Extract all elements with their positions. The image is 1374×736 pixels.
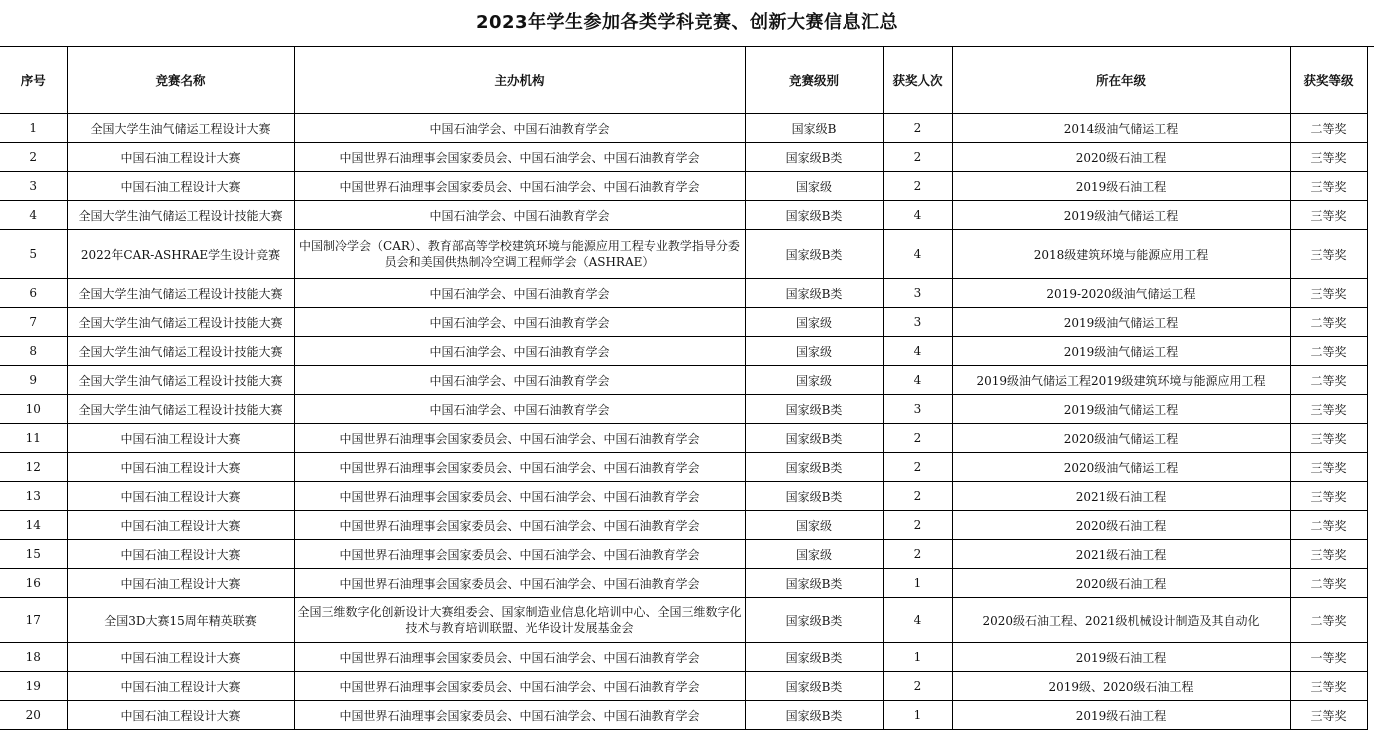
table-row: [0, 337, 1367, 366]
header-cell[interactable]: 竞赛级别: [745, 47, 883, 114]
table-row: [0, 424, 1367, 453]
table-cell[interactable]: 二等奖: [1290, 308, 1367, 337]
table-row: [0, 540, 1367, 569]
table-cell[interactable]: 国家级B类: [745, 424, 883, 453]
page-title: 2023年学生参加各类学科竞赛、创新大赛信息汇总: [0, 0, 1374, 47]
table-row: [0, 395, 1367, 424]
table-cell[interactable]: 中国世界石油理事会国家委员会、中国石油学会、中国石油教育学会: [294, 643, 745, 672]
table-cell[interactable]: 2019级石油工程: [952, 701, 1290, 730]
table-cell[interactable]: 中国世界石油理事会国家委员会、中国石油学会、中国石油教育学会: [294, 540, 745, 569]
table-row: [0, 308, 1367, 337]
table-cell[interactable]: 国家级B类: [745, 482, 883, 511]
table-cell[interactable]: 17: [0, 598, 67, 643]
table-cell[interactable]: 中国石油工程设计大赛: [67, 482, 294, 511]
table-cell[interactable]: 国家级B类: [745, 701, 883, 730]
table-row: [0, 143, 1367, 172]
table-row: [0, 114, 1367, 143]
table-cell[interactable]: 国家级B类: [745, 230, 883, 279]
table-cell[interactable]: 中国世界石油理事会国家委员会、中国石油学会、中国石油教育学会: [294, 172, 745, 201]
table-cell[interactable]: 三等奖: [1290, 172, 1367, 201]
table-row: [0, 643, 1367, 672]
table-cell[interactable]: 全国大学生油气储运工程设计技能大赛: [67, 308, 294, 337]
table-cell[interactable]: 中国石油学会、中国石油教育学会: [294, 279, 745, 308]
table-cell[interactable]: 2: [883, 424, 952, 453]
table-cell[interactable]: 国家级B类: [745, 643, 883, 672]
table-cell[interactable]: 三等奖: [1290, 453, 1367, 482]
table-cell[interactable]: 4: [883, 337, 952, 366]
table-cell[interactable]: 中国世界石油理事会国家委员会、中国石油学会、中国石油教育学会: [294, 701, 745, 730]
table-cell[interactable]: 2020级石油工程: [952, 143, 1290, 172]
table-cell[interactable]: 国家级B: [745, 114, 883, 143]
table-cell[interactable]: 12: [0, 453, 67, 482]
table-cell[interactable]: 7: [0, 308, 67, 337]
table-cell[interactable]: 中国石油工程设计大赛: [67, 172, 294, 201]
table-cell[interactable]: 5: [0, 230, 67, 279]
table-cell[interactable]: 国家级: [745, 337, 883, 366]
table-cell[interactable]: 3: [883, 308, 952, 337]
table-cell[interactable]: 15: [0, 540, 67, 569]
table-cell[interactable]: 中国石油工程设计大赛: [67, 143, 294, 172]
table-cell[interactable]: 中国石油学会、中国石油教育学会: [294, 395, 745, 424]
table-cell[interactable]: 二等奖: [1290, 598, 1367, 643]
table-cell[interactable]: 2020级石油工程: [952, 569, 1290, 598]
table-cell[interactable]: 2: [883, 482, 952, 511]
table-cell[interactable]: 中国世界石油理事会国家委员会、中国石油学会、中国石油教育学会: [294, 143, 745, 172]
table-cell[interactable]: 1: [883, 569, 952, 598]
table-cell[interactable]: 全国大学生油气储运工程设计技能大赛: [67, 337, 294, 366]
table-row: [0, 672, 1367, 701]
table-cell[interactable]: 全国大学生油气储运工程设计技能大赛: [67, 279, 294, 308]
table-cell[interactable]: 2019级油气储运工程: [952, 395, 1290, 424]
table-row: [0, 230, 1367, 279]
table-cell[interactable]: 2: [883, 540, 952, 569]
table-cell[interactable]: 中国世界石油理事会国家委员会、中国石油学会、中国石油教育学会: [294, 482, 745, 511]
table-cell[interactable]: 二等奖: [1290, 337, 1367, 366]
table-cell[interactable]: 2: [883, 453, 952, 482]
table-cell[interactable]: 中国石油工程设计大赛: [67, 511, 294, 540]
table-row: [0, 701, 1367, 730]
table-cell[interactable]: 16: [0, 569, 67, 598]
table-cell[interactable]: 2020级石油工程、2021级机械设计制造及其自动化: [952, 598, 1290, 643]
table-cell[interactable]: 1: [0, 114, 67, 143]
table-cell[interactable]: 中国制冷学会（CAR）、教育部高等学校建筑环境与能源应用工程专业教学指导分委员会和美国供热制冷空调工程师学会（ASHRAE）: [294, 230, 745, 279]
table-cell[interactable]: 三等奖: [1290, 395, 1367, 424]
table-cell[interactable]: 国家级B类: [745, 569, 883, 598]
table-cell[interactable]: 4: [0, 201, 67, 230]
table-cell[interactable]: 4: [883, 201, 952, 230]
table-cell[interactable]: 中国石油学会、中国石油教育学会: [294, 337, 745, 366]
table-cell[interactable]: 2019级油气储运工程: [952, 201, 1290, 230]
table-cell[interactable]: 全国大学生油气储运工程设计技能大赛: [67, 366, 294, 395]
table-row: [0, 511, 1367, 540]
table-cell[interactable]: 6: [0, 279, 67, 308]
table-cell[interactable]: 国家级B类: [745, 453, 883, 482]
table-row: [0, 569, 1367, 598]
table-cell[interactable]: 2: [883, 114, 952, 143]
table-cell[interactable]: 中国石油学会、中国石油教育学会: [294, 201, 745, 230]
table-cell[interactable]: 国家级: [745, 172, 883, 201]
table-cell[interactable]: 2019级石油工程: [952, 643, 1290, 672]
table-cell[interactable]: 三等奖: [1290, 672, 1367, 701]
table-cell[interactable]: 2019级、2020级石油工程: [952, 672, 1290, 701]
table-cell[interactable]: 2021级石油工程: [952, 482, 1290, 511]
table-cell[interactable]: 国家级B类: [745, 395, 883, 424]
awards-table: [0, 47, 1368, 730]
table-cell[interactable]: 2022年CAR-ASHRAE学生设计竞赛: [67, 230, 294, 279]
table-cell[interactable]: 三等奖: [1290, 540, 1367, 569]
table-cell[interactable]: 中国石油工程设计大赛: [67, 643, 294, 672]
table-cell[interactable]: 中国世界石油理事会国家委员会、中国石油学会、中国石油教育学会: [294, 511, 745, 540]
table-cell[interactable]: 18: [0, 643, 67, 672]
table-cell[interactable]: 中国石油工程设计大赛: [67, 453, 294, 482]
table-cell[interactable]: 11: [0, 424, 67, 453]
table-cell[interactable]: 4: [883, 366, 952, 395]
table-row: [0, 453, 1367, 482]
table-cell[interactable]: 国家级: [745, 511, 883, 540]
header-cell[interactable]: 主办机构: [294, 47, 745, 114]
table-cell[interactable]: 1: [883, 643, 952, 672]
table-cell[interactable]: 三等奖: [1290, 143, 1367, 172]
table-cell[interactable]: 2021级石油工程: [952, 540, 1290, 569]
header-cell[interactable]: 获奖人次: [883, 47, 952, 114]
table-cell[interactable]: 三等奖: [1290, 701, 1367, 730]
table-cell[interactable]: 国家级B类: [745, 672, 883, 701]
table-cell[interactable]: 中国石油学会、中国石油教育学会: [294, 308, 745, 337]
table-cell[interactable]: 国家级: [745, 540, 883, 569]
table-cell[interactable]: 二等奖: [1290, 114, 1367, 143]
table-cell[interactable]: 2014级油气储运工程: [952, 114, 1290, 143]
table-cell[interactable]: 三等奖: [1290, 424, 1367, 453]
table-cell[interactable]: 国家级B类: [745, 143, 883, 172]
table-cell[interactable]: 2018级建筑环境与能源应用工程: [952, 230, 1290, 279]
table-cell[interactable]: 中国石油工程设计大赛: [67, 672, 294, 701]
table-cell[interactable]: 中国世界石油理事会国家委员会、中国石油学会、中国石油教育学会: [294, 453, 745, 482]
table-row: [0, 172, 1367, 201]
table-cell[interactable]: 8: [0, 337, 67, 366]
table-cell[interactable]: 4: [883, 230, 952, 279]
table-cell[interactable]: 13: [0, 482, 67, 511]
table-cell[interactable]: 一等奖: [1290, 643, 1367, 672]
table-cell[interactable]: 中国世界石油理事会国家委员会、中国石油学会、中国石油教育学会: [294, 672, 745, 701]
table-cell[interactable]: 中国石油工程设计大赛: [67, 424, 294, 453]
table-row: [0, 279, 1367, 308]
table-cell[interactable]: 2019级油气储运工程: [952, 308, 1290, 337]
table-row: [0, 482, 1367, 511]
table-cell[interactable]: 3: [0, 172, 67, 201]
table-cell[interactable]: 1: [883, 701, 952, 730]
header-cell[interactable]: 竞赛名称: [67, 47, 294, 114]
table-cell[interactable]: 全国三维数字化创新设计大赛组委会、国家制造业信息化培训中心、全国三维数字化技术与教育培训联盟、光华设计发展基金会: [294, 598, 745, 643]
table-cell[interactable]: 全国大学生油气储运工程设计技能大赛: [67, 201, 294, 230]
table-row: [0, 366, 1367, 395]
table-cell[interactable]: 中国世界石油理事会国家委员会、中国石油学会、中国石油教育学会: [294, 569, 745, 598]
table-cell[interactable]: 4: [883, 598, 952, 643]
table-cell[interactable]: 3: [883, 279, 952, 308]
table-cell[interactable]: 中国石油工程设计大赛: [67, 701, 294, 730]
table-cell[interactable]: 全国3D大赛15周年精英联赛: [67, 598, 294, 643]
table-cell[interactable]: 9: [0, 366, 67, 395]
table-cell[interactable]: 三等奖: [1290, 482, 1367, 511]
table-cell[interactable]: 2019级油气储运工程: [952, 337, 1290, 366]
table-cell[interactable]: 14: [0, 511, 67, 540]
table-row: [0, 201, 1367, 230]
table-cell[interactable]: 三等奖: [1290, 279, 1367, 308]
table-cell[interactable]: 国家级B类: [745, 598, 883, 643]
header-cell[interactable]: 序号: [0, 47, 67, 114]
header-row: [0, 47, 1367, 114]
table-cell[interactable]: 2019级石油工程: [952, 172, 1290, 201]
table-cell[interactable]: 国家级: [745, 308, 883, 337]
table-cell[interactable]: 国家级B类: [745, 279, 883, 308]
table-cell[interactable]: 2020级油气储运工程: [952, 453, 1290, 482]
table-cell[interactable]: 2020级石油工程: [952, 511, 1290, 540]
table-cell[interactable]: 二等奖: [1290, 569, 1367, 598]
table-cell[interactable]: 中国世界石油理事会国家委员会、中国石油学会、中国石油教育学会: [294, 424, 745, 453]
table-cell[interactable]: 中国石油学会、中国石油教育学会: [294, 366, 745, 395]
table-cell[interactable]: 2: [883, 672, 952, 701]
table-cell[interactable]: 中国石油工程设计大赛: [67, 569, 294, 598]
table-cell[interactable]: 2019-2020级油气储运工程: [952, 279, 1290, 308]
table-cell[interactable]: 19: [0, 672, 67, 701]
table-cell[interactable]: 2019级油气储运工程2019级建筑环境与能源应用工程: [952, 366, 1290, 395]
table-cell[interactable]: 2: [883, 172, 952, 201]
table-row: [0, 598, 1367, 643]
table-cell[interactable]: 中国石油工程设计大赛: [67, 540, 294, 569]
table-cell[interactable]: 二等奖: [1290, 511, 1367, 540]
table-cell[interactable]: 国家级B类: [745, 201, 883, 230]
table-cell[interactable]: 三等奖: [1290, 201, 1367, 230]
table-cell[interactable]: 3: [883, 395, 952, 424]
table-cell[interactable]: 2: [883, 143, 952, 172]
table-cell[interactable]: 中国石油学会、中国石油教育学会: [294, 114, 745, 143]
header-cell[interactable]: 获奖等级: [1290, 47, 1367, 114]
table-cell[interactable]: 20: [0, 701, 67, 730]
table-cell[interactable]: 10: [0, 395, 67, 424]
table-cell[interactable]: 三等奖: [1290, 230, 1367, 279]
table-cell[interactable]: 国家级: [745, 366, 883, 395]
header-cell[interactable]: 所在年级: [952, 47, 1290, 114]
table-cell[interactable]: 全国大学生油气储运工程设计技能大赛: [67, 395, 294, 424]
table-cell[interactable]: 2020级油气储运工程: [952, 424, 1290, 453]
table-cell[interactable]: 二等奖: [1290, 366, 1367, 395]
table-cell[interactable]: 2: [0, 143, 67, 172]
table-cell[interactable]: 全国大学生油气储运工程设计大赛: [67, 114, 294, 143]
table-cell[interactable]: 2: [883, 511, 952, 540]
